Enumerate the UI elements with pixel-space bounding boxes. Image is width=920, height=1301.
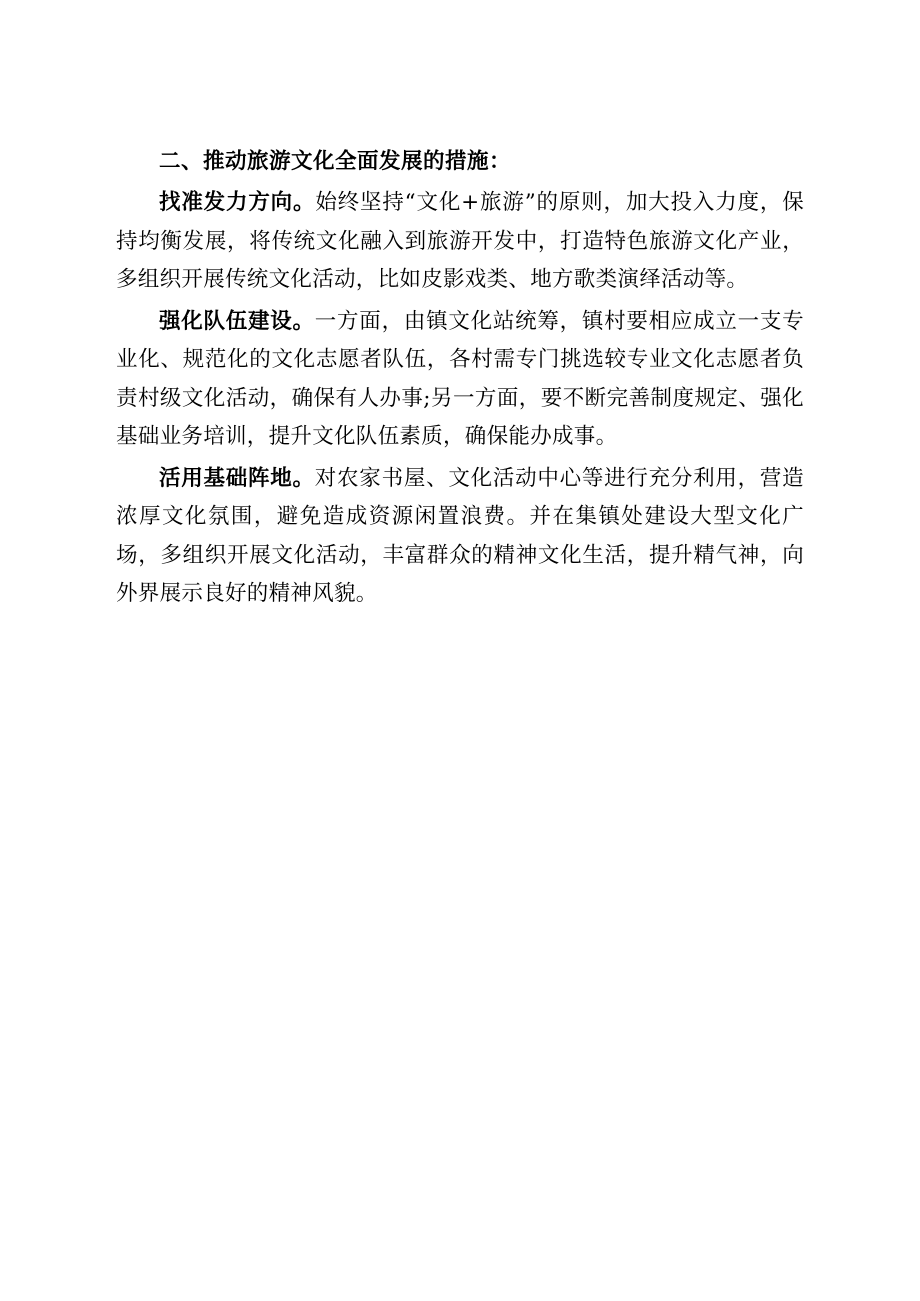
paragraph-direction — [116, 184, 804, 300]
paragraph-lead: 活用基础阵地。 — [159, 465, 315, 491]
paragraph-lead: 找准发力方向。 — [159, 190, 316, 215]
section-heading: 二、推动旅游文化全面发展的措施： — [159, 149, 512, 174]
document-page — [116, 143, 804, 617]
paragraph-body: 始终坚持“文化+旅游”的原则，加大投入力度，保持均衡发展，将传统文化融入到旅游开发中，打造特色旅游文化产业，多组织开展传统文化活动，比如皮影戏类、地方歌类演绎活动等。 — [116, 190, 804, 292]
paragraph-venues — [116, 460, 804, 614]
paragraph-body: 一方面，由镇文化站统筹，镇村要相应成立一支专业化、规范化的文化志愿者队伍，各村需专门挑选较专业文化志愿者负责村级文化活动，确保有人办事;另一方面，要不断完善制度规定、强化基础业务培训，提升文化队伍素质，确保能办成事。 — [116, 308, 804, 449]
paragraph-body: 对农家书屋、文化活动中心等进行充分利用，营造浓厚文化氛围，避免造成资源闲置浪费。并在集镇处建设大型文化广场，多组织开展文化活动，丰富群众的精神文化生活，提升精气神，向外界展示良好的精神风貌。 — [116, 465, 804, 606]
paragraph-team — [116, 303, 804, 457]
paragraph-lead: 强化队伍建设。 — [159, 308, 315, 334]
